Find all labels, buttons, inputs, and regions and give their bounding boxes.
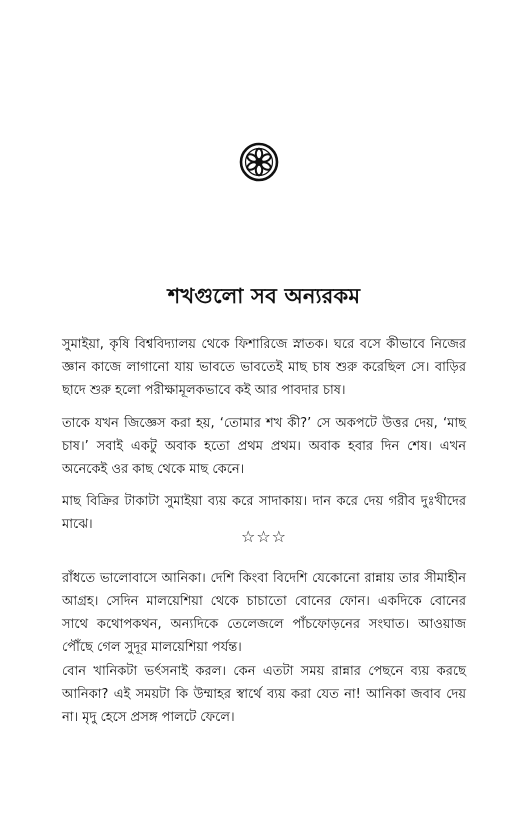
paragraph: তাকে যখন জিজ্ঞেস করা হয়, ‘তোমার শখ কী?’ সে অকপটে উত্তর দেয়, ‘মাছ চাষ।’ সবাই একটু অবাক হতো প্রথম প্রথম। অবাক হবার দিন শেষ। এখন অনেকেই ওর কাছ থেকে মাছ কেনে। (62, 416, 466, 477)
paragraph: মাছ বিক্রির টাকাটা সুমাইয়া ব্যয় করে সাদাকায়। দান করে দেয় গরীব দুঃখীদের মাঝে। (62, 494, 466, 532)
flower-wheel-icon (239, 142, 279, 182)
paragraph: সুমাইয়া, কৃষি বিশ্ববিদ্যালয় থেকে ফিশারিজে স্নাতক। ঘরে বসে কীভাবে নিজের জ্ঞান কাজে লাগানো যায় ভাবতে ভাবতেই মাছ চাষ শুরু করেছিল সে। বাড়ির ছাদে শুরু হলো পরীক্ষামূলকভাবে কই আর পাবদার চাষ। (62, 337, 466, 398)
flower-wheel-svg (239, 142, 279, 182)
chapter-title: শখগুলো সব অন্যরকম (167, 284, 361, 308)
scene-break-stars: ☆☆☆ (240, 527, 288, 546)
paragraph: বোন খানিকটা ভর্ৎসনাই করল। কেন এতটা সময় রান্নার পেছনে ব্যয় করছে আনিকা? এই সময়টা কি উম্মাহর স্বার্থে ব্যয় করা যেত না! আনিকা জবাব দেয় না। মৃদু হেসে প্রসঙ্গ পালটে ফেলে। (62, 664, 466, 725)
paragraph: রাঁধতে ভালোবাসে আনিকা। দেশি কিংবা বিদেশি যেকোনো রান্নায় তার সীমাহীন আগ্রহ। সেদিন মালয়েশিয়া থেকে চাচাতো বোনের ফোন। একদিকে বোনের সাথে কথোপকথন, অন্যদিকে তেলেজলে পাঁচফোড়নের সংঘাত। আওয়াজ পৌঁছে গেল সুদূর মালয়েশিয়া পর্যন্ত। (62, 571, 466, 655)
